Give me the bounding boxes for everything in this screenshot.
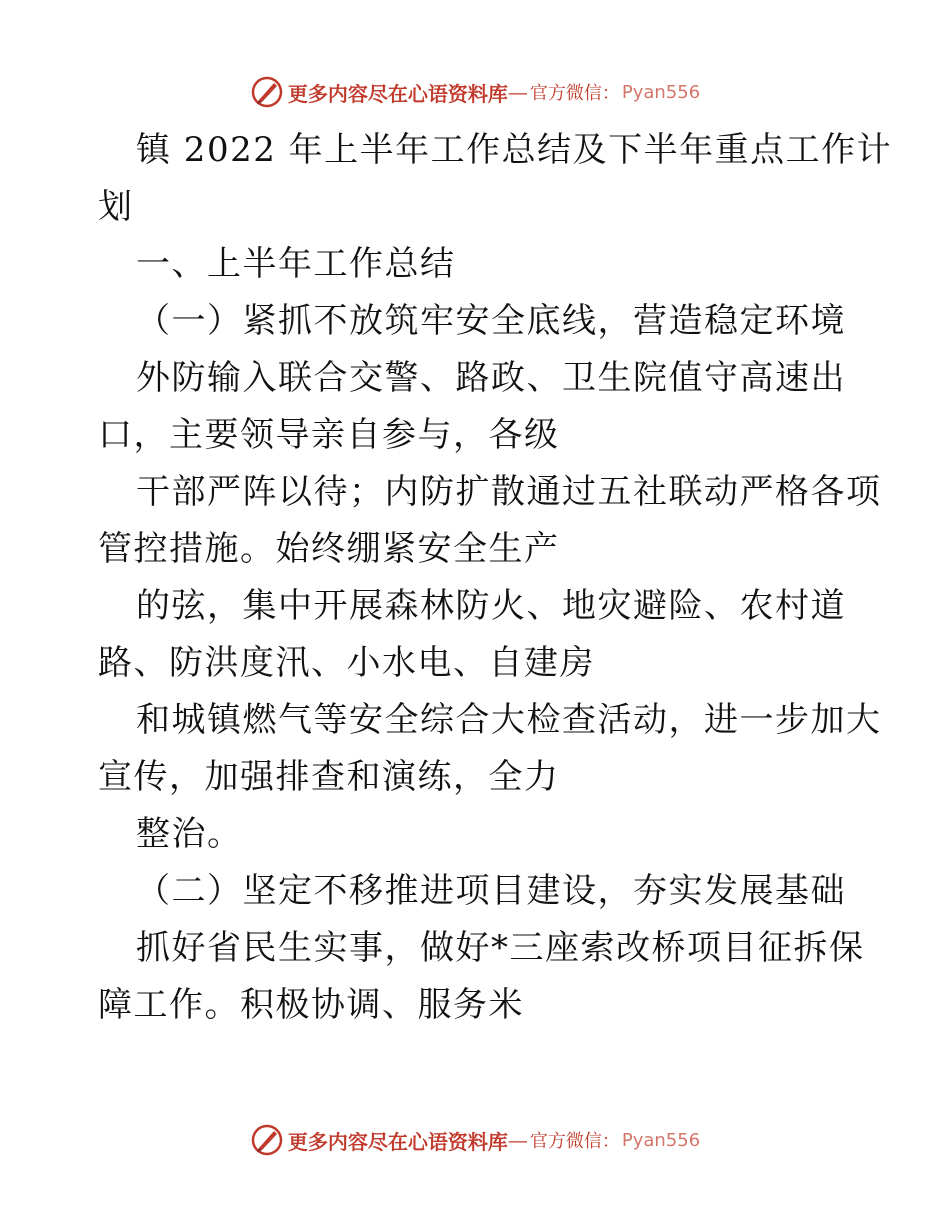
subsection-heading: （二）坚定不移推进项目建设，夯实发展基础 <box>136 871 846 911</box>
quill-pen-logo-icon <box>250 1123 284 1157</box>
paragraph-line: 障工作。积极协调、服务米 <box>98 985 524 1025</box>
paragraph-line: 和城镇燃气等安全综合大检查活动，进一步加大 <box>136 700 882 740</box>
banner-dash: — <box>507 80 528 104</box>
banner-dash: — <box>507 1128 528 1152</box>
banner-wechat-label: 官方微信： <box>529 83 620 104</box>
paragraph-line: 宣传，加强排查和演练，全力 <box>98 757 560 797</box>
paragraph-line: 整治。 <box>136 814 243 854</box>
paragraph-line: 口，主要领导亲自参与，各级 <box>98 415 560 455</box>
paragraph-line: 抓好省民生实事，做好*三座索改桥项目征拆保 <box>136 928 865 968</box>
subsection-heading: （一）紧抓不放筑牢安全底线，营造稳定环境 <box>136 301 846 341</box>
document-title-line: 划 <box>98 187 134 227</box>
banner-wechat-label: 官方微信： <box>529 1131 620 1152</box>
paragraph-line: 外防输入联合交警、路政、卫生院值守高速出 <box>136 358 846 398</box>
header-banner <box>0 72 950 112</box>
banner-wechat-id: Pyan556 <box>621 1129 701 1151</box>
document-title-line: 镇 2022 年上半年工作总结及下半年重点工作计 <box>136 130 893 170</box>
document-body <box>98 122 893 1034</box>
banner-wechat-id: Pyan556 <box>621 81 701 103</box>
footer-banner <box>0 1120 950 1160</box>
quill-pen-logo-icon <box>250 75 284 109</box>
section-heading: 一、上半年工作总结 <box>136 244 456 284</box>
banner-main-text: 更多内容尽在心语资料库 <box>287 1129 508 1154</box>
banner-main-text: 更多内容尽在心语资料库 <box>287 81 508 106</box>
paragraph-line: 干部严阵以待；内防扩散通过五社联动严格各项 <box>136 472 882 512</box>
paragraph-line: 路、防洪度汛、小水电、自建房 <box>98 643 595 683</box>
paragraph-line: 管控措施。始终绷紧安全生产 <box>98 529 560 569</box>
paragraph-line: 的弦，集中开展森林防火、地灾避险、农村道 <box>136 586 846 626</box>
